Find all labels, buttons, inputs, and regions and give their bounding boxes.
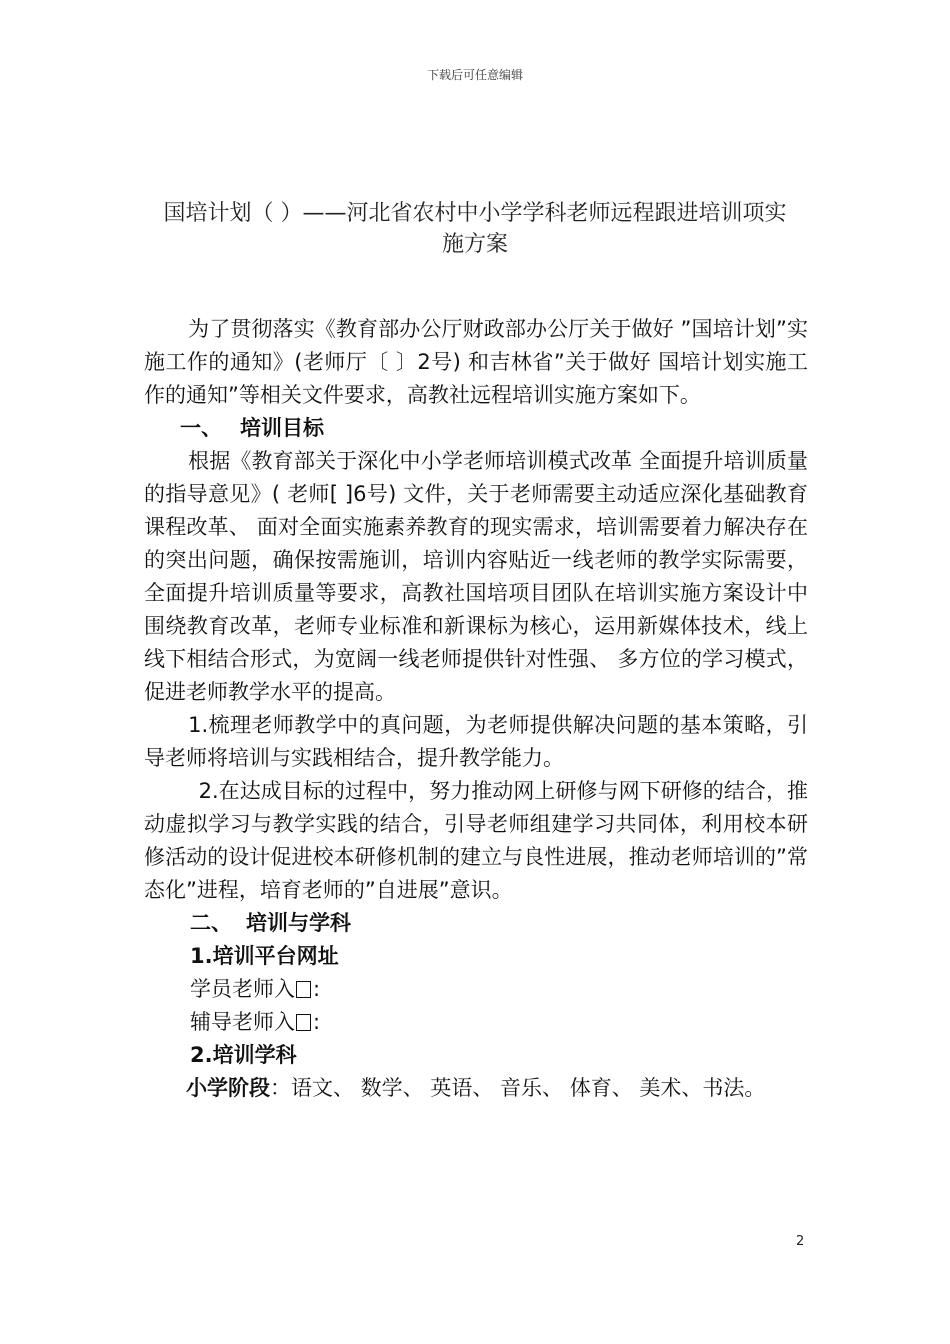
section-1-title: 培训目标 <box>240 416 324 440</box>
document-title-line-1: 国培计划（ ）——河北省农村中小学学科老师远程跟进培训项实 <box>163 201 787 226</box>
section-1-point-1: 1.梳理老师教学中的真问题，为老师提供解决问题的基本策略，引导老师将培训与实践相结合，提升教学能力。 <box>144 713 808 770</box>
document-title-line-2: 施方案 <box>441 232 508 257</box>
section-2-title: 培训与学科 <box>246 911 351 935</box>
document-title <box>140 198 810 260</box>
intro-paragraph: 为了贯彻落实《教育部办公厅财政部办公厅关于做好 ”国培计划”实施工作的通知》(老师厅〔 〕2号) 和吉林省”关于做好 国培计划实施工作的通知”等相关文件要求，高教社远程培训实施方案如下。 <box>144 317 808 407</box>
training-subjects-heading: 2.培训学科 <box>190 1043 297 1067</box>
platform-url-heading: 1.培训平台网址 <box>190 944 339 968</box>
tutor-entry-line <box>144 1006 808 1039</box>
student-entry-line <box>144 973 808 1006</box>
student-entry-colon: : <box>313 977 321 1001</box>
header-note: 下载后可任意编辑 <box>426 68 523 82</box>
primary-stage-label: 小学阶段 <box>186 1076 270 1100</box>
student-entry-label: 学员老师入 <box>190 977 295 1001</box>
section-2-heading <box>144 907 808 940</box>
tutor-entry-label: 辅导老师入 <box>190 1010 295 1034</box>
document-body <box>144 313 808 1105</box>
tutor-entry-colon: : <box>313 1010 321 1034</box>
primary-stage-colon: ： <box>270 1076 291 1100</box>
section-1-point-2: 2.在达成目标的过程中，努力推动网上研修与网下研修的结合，推动虚拟学习与教学实践的结合，引导老师组建学习共同体，利用校本研修活动的设计促进校本研修机制的建立与良性进展，推动老师培训的”常态化”进程，培育老师的”自进展”意识。 <box>144 779 808 902</box>
page-number: 2 <box>796 1234 805 1249</box>
checkbox-icon <box>296 1014 311 1031</box>
primary-subjects-paragraph <box>144 1072 808 1105</box>
section-1-body: 根据《教育部关于深化中小学老师培训模式改革 全面提升培训质量的指导意见》( 老师[ ]6号) 文件，关于老师需要主动适应深化基础教育课程改革、 面对全面实施素养教育的现实需求，培训需要着力解决存在的突出问题，确保按需施训，培训内容贴近一线老师的教学实际需要，全面提升培训质量等要求，高教社国培项目团队在培训实施方案设计中围绕教育改革，老师专业标准和新课标为核心，运用新媒体技术，线上线下相结合形式，为宽阔一线老师提供针对性强、 多方位的学习模式，促进老师教学水平的提高。 <box>144 449 808 704</box>
section-1-heading <box>144 412 808 445</box>
primary-subjects-list: 语文、 数学、 英语、 音乐、 体育、 美术、书法。 <box>291 1076 766 1100</box>
checkbox-icon <box>296 981 311 998</box>
section-1-number: 一、 <box>180 416 222 440</box>
section-2-number: 二、 <box>190 911 232 935</box>
